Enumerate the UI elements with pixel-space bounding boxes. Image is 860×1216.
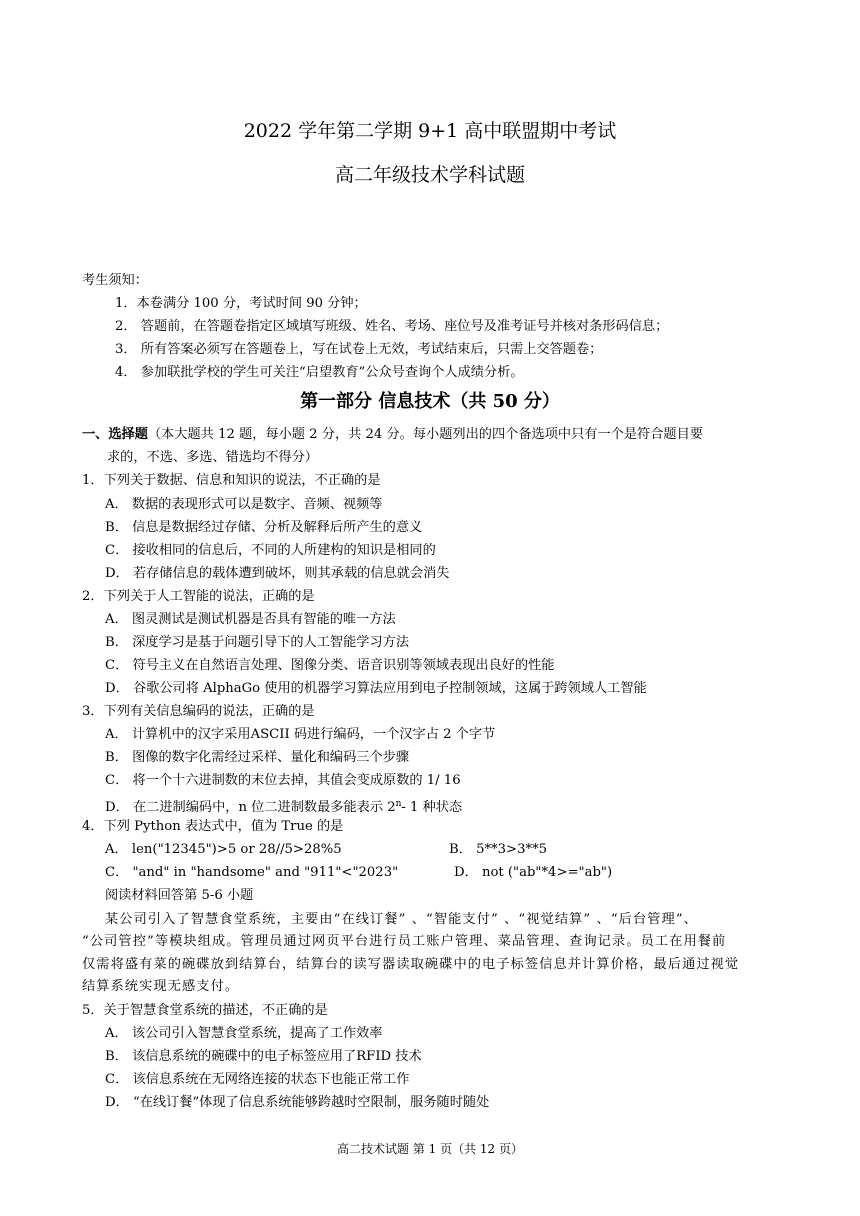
option-c: C． 该信息系统在无网络连接的状态下也能正常工作 (105, 1072, 410, 1087)
page-footer: 高二技术试题 第 1 页（共 12 页） (337, 1142, 523, 1156)
question-stem: 1．下列关于数据、信息和知识的说法，不正确的是 (82, 473, 381, 488)
notice-item: 1．本卷满分 100 分，考试时间 90 分钟； (115, 296, 367, 311)
part-label: 一、选择题 (82, 427, 148, 442)
question-stem: 3．下列有关信息编码的说法，正确的是 (82, 704, 315, 719)
section-title: 第一部分 信息技术（共 50 分） (300, 391, 560, 412)
part-description: （本大题共 12 题，每小题 2 分，共 24 分。每小题列出的四个备选项中只有一个是符合题目要 (147, 427, 703, 442)
option-a: A． 计算机中的汉字采用ASCII 码进行编码，一个汉字占 2 个字节 (105, 727, 496, 742)
reading-line: 仅需将盛有菜的碗碟放到结算台，结算台的读写器读取碗碟中的电子标签信息并计算价格，最后通过视觉 (82, 957, 740, 972)
option-b: B． 5**3>3**5 (449, 842, 548, 857)
option-c: C． "and" in "handsome" and "911"<"2023" (105, 865, 399, 880)
option-a: A． len("12345")>5 or 28//5>28%5 (105, 842, 342, 857)
question-stem: 2．下列关于人工智能的说法，正确的是 (82, 589, 315, 604)
notice-item: 3． 所有答案必须写在答题卷上，写在试卷上无效，考试结束后，只需上交答题卷； (115, 342, 603, 357)
option-a: A． 图灵测试是测试机器是否具有智能的唯一方法 (105, 612, 396, 627)
question-stem: 4．下列 Python 表达式中，值为 True 的是 (82, 819, 344, 834)
option-d: D． 若存储信息的载体遭到破坏，则其承载的信息就会消失 (105, 566, 450, 581)
option-d: D． “在线订餐”体现了信息系统能够跨越时空限制，服务随时随处 (105, 1095, 490, 1110)
exam-title: 2022 学年第二学期 9+1 高中联盟期中考试 (243, 120, 617, 142)
option-c: C． 符号主义在自然语言处理、图像分类、语音识别等领域表现出良好的性能 (105, 658, 555, 673)
notice-item: 2． 答题前，在答题卷指定区域填写班级、姓名、考场、座位号及准考证号并核对条形码信息； (115, 319, 669, 334)
notice-heading: 考生须知： (82, 273, 148, 288)
option-d (105, 796, 462, 816)
option-d-text: D． 在二进制编码中，n 位二进制数最多能表示 2 (105, 800, 396, 815)
exam-subtitle: 高二年级技术学科试题 (334, 164, 525, 186)
option-d: D． 谷歌公司将 AlphaGo 使用的机器学习算法应用到电子控制领域，这属于跨领域人工智能 (105, 681, 647, 696)
option-c: C． 将一个十六进制数的末位去掉，其值会变成原数的 1/ 16 (105, 773, 461, 788)
notice-item: 4． 参加联批学校的学生可关注“启望教育”公众号查询个人成绩分析。 (115, 365, 524, 380)
option-b: B． 图像的数字化需经过采样、量化和编码三个步骤 (105, 750, 410, 765)
option-d-text-end: - 1 种状态 (401, 800, 463, 815)
option-a: A． 该公司引入智慧食堂系统，提高了工作效率 (105, 1026, 383, 1041)
option-b: B． 深度学习是基于问题引导下的人工智能学习方法 (105, 635, 410, 650)
reading-line: 某公司引入了智慧食堂系统，主要由“在线订餐” 、“智能支付” 、“视觉结算” 、“后台管理”、 (105, 912, 698, 927)
question-stem: 5．关于智慧食堂系统的描述，不正确的是 (82, 1003, 328, 1018)
part-heading (82, 426, 703, 443)
option-b: B． 信息是数据经过存储、分析及解释后所产生的意义 (105, 520, 423, 535)
reading-intro: 阅读材料回答第 5-6 小题 (105, 888, 254, 903)
option-d-superscript: n (395, 799, 402, 809)
option-c: C． 接收相同的信息后，不同的人所建构的知识是相同的 (105, 543, 436, 558)
reading-line: “公司管控”等模块组成。管理员通过网页平台进行员工账户管理、菜品管理、查询记录。员工在用餐前 (82, 934, 727, 949)
option-b: B． 该信息系统的碗碟中的电子标签应用了RFID 技术 (105, 1049, 422, 1064)
option-a: A． 数据的表现形式可以是数字、音频、视频等 (105, 497, 383, 512)
reading-line: 结算系统实现无感支付。 (82, 979, 240, 994)
part-description-cont: 求的，不选、多选、错选均不得分） (107, 450, 318, 465)
option-d: D． not ("ab"*4>="ab") (454, 865, 613, 880)
